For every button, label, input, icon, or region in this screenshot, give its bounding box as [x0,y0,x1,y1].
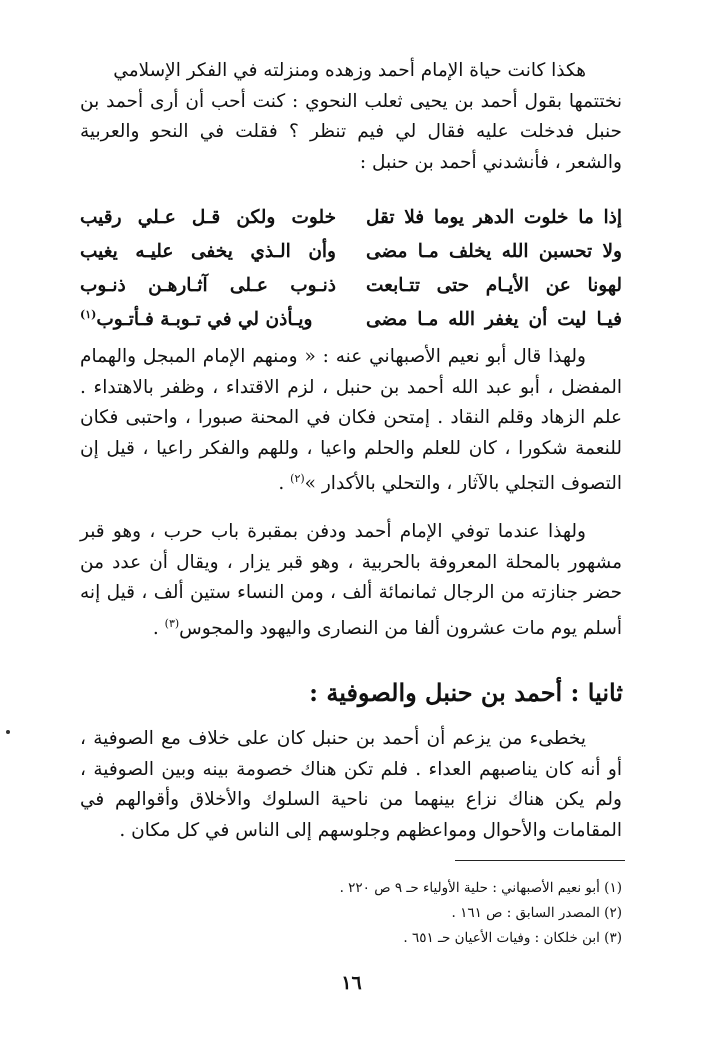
footnote-item: (٣) ابن خلكان : وفيات الأعيان حـ ٦٥١ . [403,930,622,946]
verse-second-hemistich: وأن الـذي يخفى عليـه يغيب [80,240,336,262]
paragraph-abu-nuaym [80,342,622,500]
paragraph-abu-nuaym-text [80,342,622,500]
burial-text: ولهذا عندما توفي الإمام أحمد ودفن بمقبرة باب حرب ، وهو قبر مشهور بالمحلة المعروفة بالحربية ، وهو قبر يزار ، ويقال أن عدد من حضر جنازته من الرجال ثمانمائة ألف ، ومن النساء ستين ألف ، قيل إنه أسلم يوم مات عشرون ألفا من النصارى واليهود والمجوس [80,521,622,639]
paragraph-sufism [80,724,622,846]
page-number: ١٦ [341,972,362,994]
quote-text: ولهذا قال أبو نعيم الأصبهاني عنه : « ومنهم الإمام المبجل والهمام المفضل ، أبو عبد الله أحمد بن حنبل ، لزم الاقتداء ، وظفر بالاهتداء . علم الزهاد وقلم النقاد . إمتحن فكان في المحنة صبورا ، واحتبى فكان للنعمة شكورا ، كان للعلم والحلم واعيا ، وللهم والفكر راعيا ، قيل إن التصوف التجلي بالآثار ، والتحلي بالأكدار » [80,346,622,495]
footnote-item: (١) أبو نعيم الأصبهاني : حلية الأولياء حـ ٩ ص ٢٢٠ . [339,880,622,896]
verse-second-hemistich: خلوت ولكن قـل عـلي رقيب [80,206,336,228]
paragraph-sufism-text: يخطىء من يزعم أن أحمد بن حنبل كان على خلاف مع الصوفية ، أو أنه كان يناصبهم العداء . فلم تكن هناك خصومة بينه وبين الصوفية ، ولم يكن هناك نزاع بينهما من ناحية السلوك والأخلاق وأقوالهم في المقامات والأحوال ومواعظهم وجلوسهم إلى الناس في كل مكان . [80,728,622,841]
footnote-divider [455,860,625,861]
verse-first-hemistich: فيـا ليت أن يغفر الله مـا مضى [366,308,622,330]
intro-first-line: هكذا كانت حياة الإمام أحمد وزهده ومنزلته في الفكر الإسلامي [113,60,586,81]
footnote-ref: (١) [80,307,97,321]
paragraph-burial-text [80,517,622,644]
poem-verse [80,200,622,234]
poem-verse [80,234,622,268]
footnote-ref: (٢) [290,472,305,485]
footnote-item: (٢) المصدر السابق : ص ١٦١ . [451,905,622,921]
paragraph-intro [80,56,622,178]
paragraph-burial [80,517,622,644]
verse-last-hemistich-wrap [80,308,336,330]
verse-first-hemistich: ولا تحسبن الله يخلف مـا مضى [366,240,622,262]
footnotes [80,876,622,951]
poem [80,200,622,336]
section-heading: ثانيا : أحمد بن حنبل والصوفية : [309,678,623,707]
verse-first-hemistich: إذا ما خلوت الدهر يوما فلا تقل [366,206,622,228]
poem-verse [80,302,622,336]
intro-rest: نختتمها بقول أحمد بن يحيى ثعلب النحوي : كنت أحب أن أرى أحمد بن حنبل فدخلت عليه فقال لي فيم تنظر ؟ فقلت في النحو والعربية والشعر ، فأنشدني أحمد بن حنبل : [80,90,622,173]
verse-first-hemistich: لهونا عن الأيـام حتى تتـابعت [366,274,622,296]
margin-mark [6,730,10,734]
poem-verse [80,268,622,302]
verse-second-hemistich: ويـأذن لي في تـوبـة فـأتـوب [96,309,313,331]
sentence-end: . [278,473,291,495]
sentence-end: . [152,617,165,639]
verse-second-hemistich: ذنـوب عـلى آثـارهـن ذنـوب [80,274,336,296]
footnote-ref: (٣) [164,616,180,630]
